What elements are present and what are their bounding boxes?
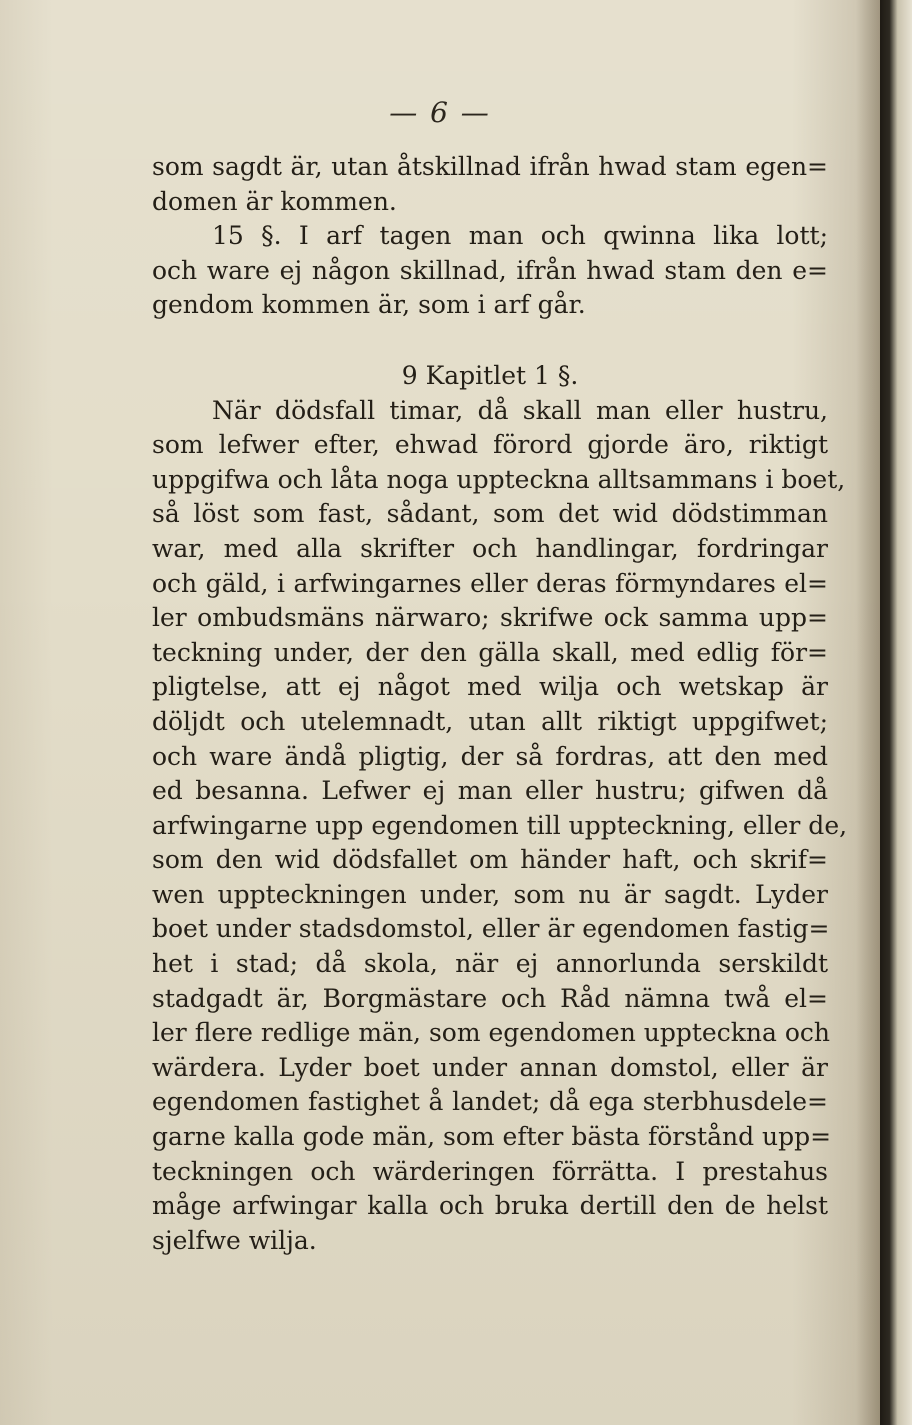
section-gap: [152, 323, 828, 359]
text-line: teckning under, der den gälla skall, med edlig för=: [152, 637, 828, 667]
text-line: garne kalla gode män, som efter bästa förstånd upp=: [152, 1122, 832, 1152]
text-line: så löst som fast, sådant, som det wid dödstimman: [152, 499, 828, 529]
text-line: egendomen fastighet å landet; då ega sterbhusdele=: [152, 1087, 828, 1117]
text-line: wärdera. Lyder boet under annan domstol, eller är: [152, 1052, 828, 1082]
text-line: arfwingarne upp egendomen till uppteckning, eller de,: [152, 810, 848, 840]
text-line: wen uppteckningen under, som nu är sagdt. Lyder: [152, 879, 828, 909]
text-line: som lefwer efter, ehwad förord gjorde äro, riktigt: [152, 430, 828, 460]
chapter-heading: 9 Kapitlet 1 §.: [401, 360, 579, 390]
text-line: pligtelse, att ej något med wilja och wetskap är: [152, 672, 828, 702]
text-line: sjelfwe wilja.: [152, 1225, 317, 1255]
text-line: och ware ändå pligtig, der så fordras, att den med: [152, 741, 828, 771]
text-line: domen är kommen.: [152, 186, 397, 216]
text-line: När dödsfall timar, då skall man eller hustru,: [212, 395, 828, 425]
text-line: ed besanna. Lefwer ej man eller hustru; gifwen då: [152, 776, 828, 806]
text-line: stadgadt är, Borgmästare och Råd nämna twå el=: [152, 983, 828, 1013]
text-line: ler flere redlige män, som egendomen uppteckna och: [152, 1018, 830, 1048]
text-line: som sagdt är, utan åtskillnad ifrån hwad stam egen=: [152, 152, 828, 181]
text-line: 15 §. I arf tagen man och qwinna lika lott;: [212, 221, 828, 251]
text-line: uppgifwa och låta noga uppteckna alltsammans i boet,: [152, 464, 846, 494]
text-line: måge arfwingar kalla och bruka dertill den de helst: [152, 1191, 828, 1221]
text-line: och ware ej någon skillnad, ifrån hwad stam den e=: [152, 255, 828, 285]
text-line: teckningen och wärderingen förrätta. I prestahus: [152, 1156, 828, 1186]
text-line: som den wid dödsfallet om händer haft, och skrif=: [152, 845, 828, 875]
text-line: war, med alla skrifter och handlingar, fordringar: [152, 533, 828, 563]
text-line: döljdt och utelemnadt, utan allt riktigt uppgifwet;: [152, 706, 828, 736]
text-line: boet under stadsdomstol, eller är egendomen fastig=: [152, 914, 830, 944]
text-line: het i stad; då skola, när ej annorlunda serskildt: [152, 949, 828, 979]
page-number: — 6 —: [389, 96, 491, 129]
text-line: gendom kommen är, som i arf går.: [152, 290, 586, 320]
next-page-edge: [880, 0, 912, 1425]
body-text: [152, 150, 848, 1258]
text-line: och gäld, i arfwingarnes eller deras förmyndares el=: [152, 568, 828, 598]
text-line: ler ombudsmäns närwaro; skrifwe ock samma upp=: [152, 603, 828, 633]
